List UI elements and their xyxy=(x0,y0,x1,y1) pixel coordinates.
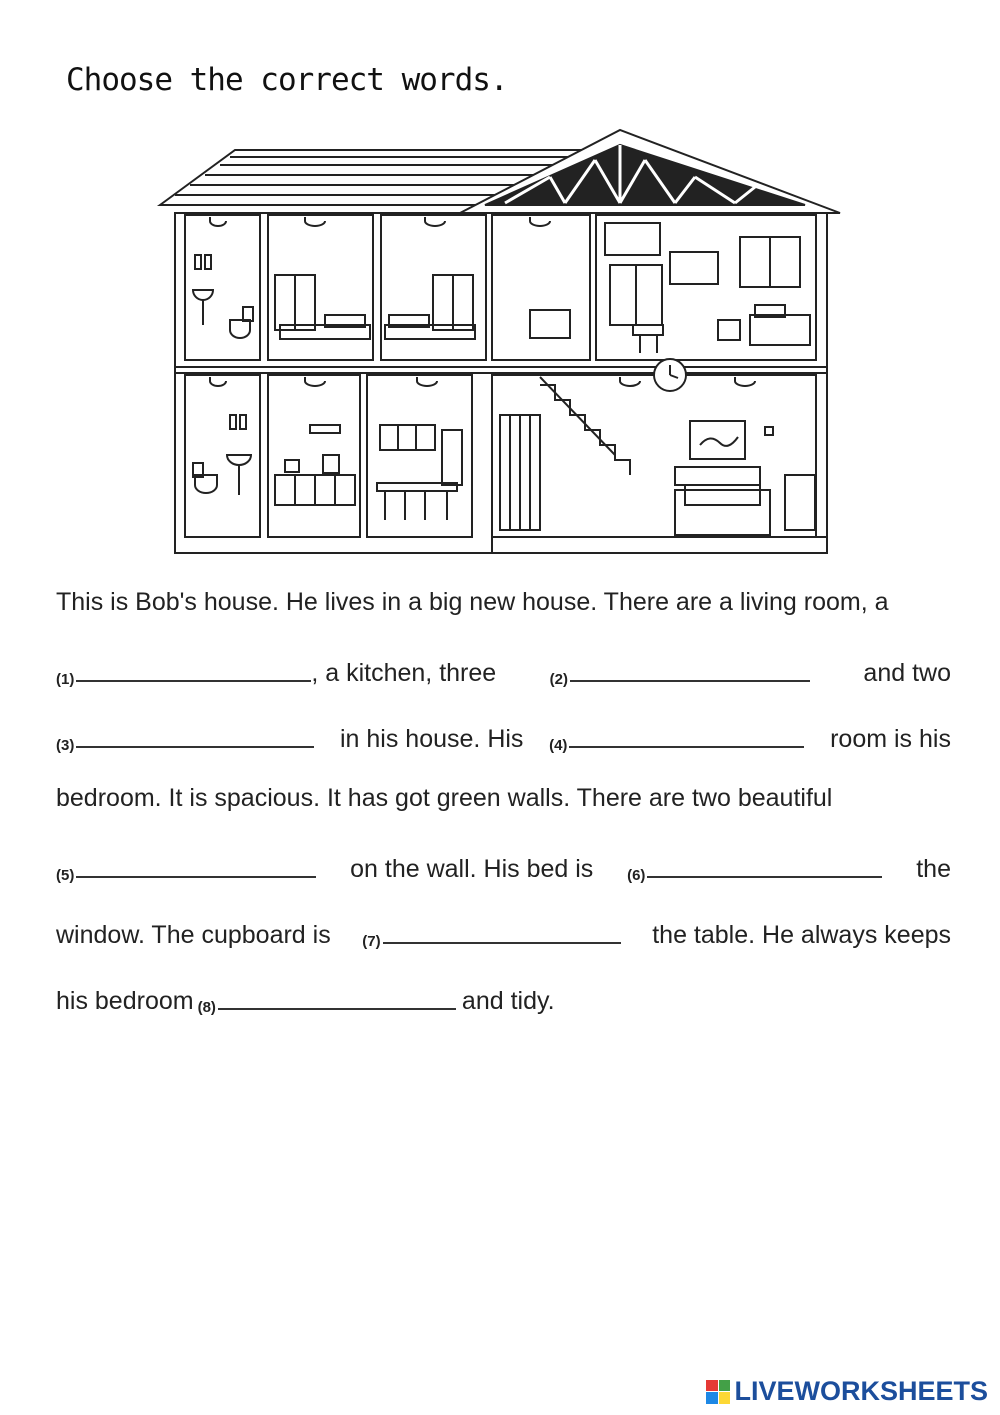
text-segment: on the wall. His bed is xyxy=(350,855,594,883)
house-illustration xyxy=(155,125,845,565)
blank-6[interactable] xyxy=(647,876,882,878)
paragraph-line-2 xyxy=(56,648,951,688)
blank-4[interactable] xyxy=(569,746,804,748)
text-segment: the xyxy=(916,855,951,883)
blank-1[interactable] xyxy=(76,680,311,682)
blank-number-4: (4) xyxy=(549,737,568,754)
blank-number-8: (8) xyxy=(197,999,216,1016)
paragraph-line-3 xyxy=(56,714,951,754)
paragraph-line-4: bedroom. It is spacious. It has got green walls. There are two beautiful xyxy=(56,784,833,812)
text-segment: the table. He always keeps xyxy=(652,921,951,949)
blank-2[interactable] xyxy=(570,680,810,682)
instruction-title: Choose the correct words. xyxy=(66,62,508,98)
paragraph-line-5 xyxy=(56,844,951,884)
liveworksheets-logo-icon xyxy=(706,1380,730,1404)
paragraph-line-1: This is Bob's house. He lives in a big new house. There are a living room, a xyxy=(56,588,889,616)
brand-name: LIVEWORKSHEETS xyxy=(734,1376,988,1406)
liveworksheets-footer[interactable] xyxy=(706,1376,988,1407)
blank-3[interactable] xyxy=(76,746,314,748)
paragraph-line-7 xyxy=(56,976,951,1016)
blank-8[interactable] xyxy=(218,1008,456,1010)
paragraph-line-6 xyxy=(56,910,951,950)
text-segment: his bedroom xyxy=(56,987,194,1015)
text-segment: , a kitchen, three xyxy=(311,659,497,687)
blank-number-1: (1) xyxy=(56,671,75,688)
blank-5[interactable] xyxy=(76,876,316,878)
blank-number-7: (7) xyxy=(362,933,381,950)
blank-number-6: (6) xyxy=(627,867,646,884)
text-segment: and two xyxy=(863,659,951,687)
blank-number-2: (2) xyxy=(549,671,568,688)
text-segment: in his house. His xyxy=(340,725,524,753)
text-segment: and tidy. xyxy=(461,987,555,1015)
blank-number-3: (3) xyxy=(56,737,75,754)
blank-7[interactable] xyxy=(383,942,621,944)
text-segment: window. The cupboard is xyxy=(56,921,331,949)
text-segment: room is his xyxy=(830,725,951,753)
blank-number-5: (5) xyxy=(56,867,75,884)
